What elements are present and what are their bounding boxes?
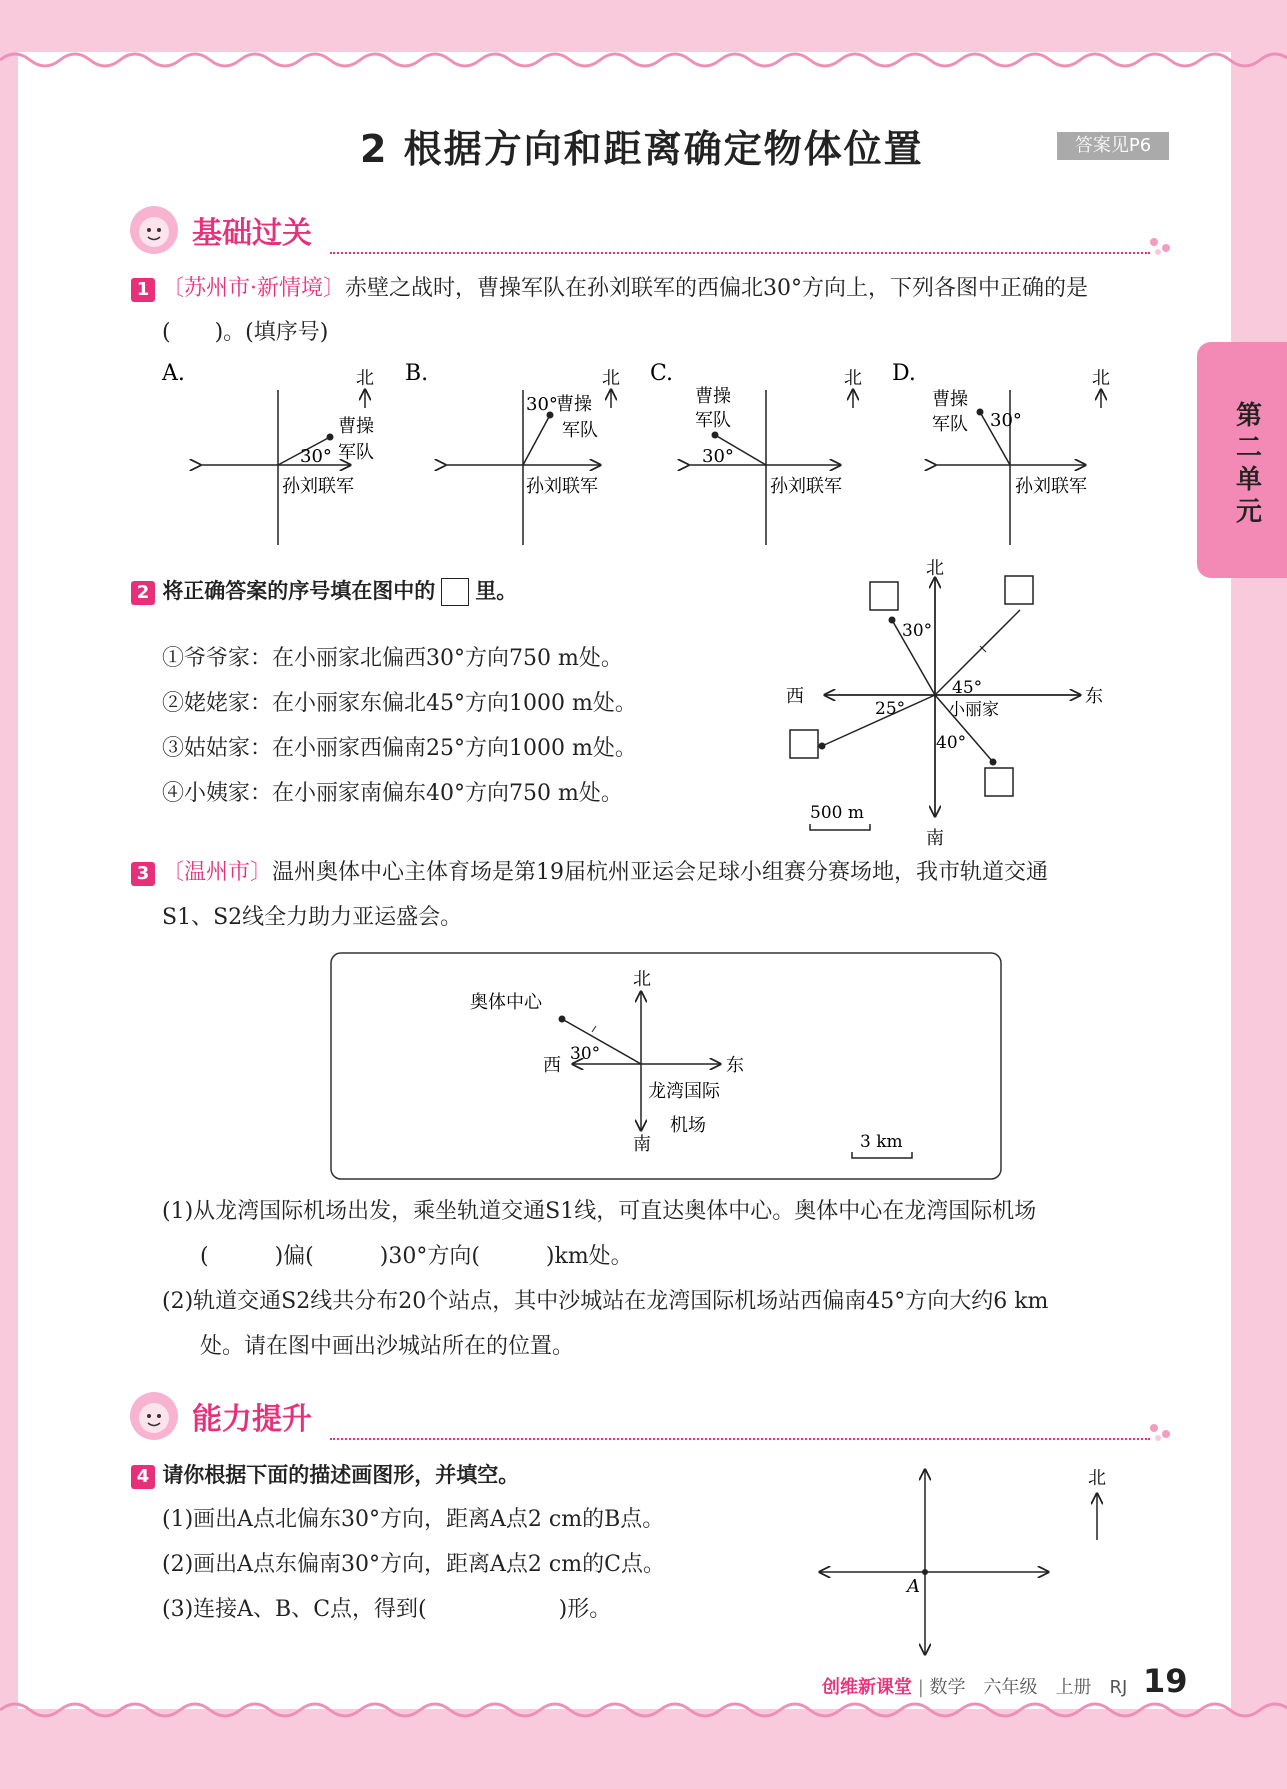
- q3-north: 北: [633, 969, 651, 990]
- q1-answer-blank[interactable]: ( )。(填序号): [162, 320, 329, 345]
- svg-text:30°: 30°: [902, 621, 933, 641]
- decor-dots-icon: [1148, 1422, 1178, 1442]
- q4-number: 4: [131, 1465, 155, 1489]
- q2-scale: 500 m: [810, 803, 864, 823]
- q4-item-2: (2)画出A点东偏南30°方向，距离A点2 cm的C点。: [162, 1552, 665, 1577]
- svg-text:曹操: 曹操: [338, 416, 374, 437]
- q3-text-2: S1、S2线全力助力亚运盛会。: [162, 905, 463, 930]
- q1-number: 1: [131, 278, 155, 302]
- q3-target-label: 奥体中心: [470, 992, 542, 1013]
- q2-center-label: 小丽家: [948, 700, 999, 720]
- q3-sub2-line2: 处。请在图中画出沙城站所在的位置。: [200, 1334, 575, 1359]
- section-basic-divider: [330, 252, 1150, 254]
- q3-east: 东: [726, 1055, 744, 1076]
- answer-box-icon: [441, 578, 469, 606]
- q3-text: 3 〔温州市〕温州奥体中心主体育场是第19届杭州亚运会足球小组赛分赛场地，我市轨道交通: [131, 858, 1048, 888]
- svg-text:曹操: 曹操: [695, 386, 731, 407]
- svg-text:孙刘联军: 孙刘联军: [1015, 476, 1087, 497]
- footer-text: 创维新课堂 | 数学 六年级 上册 RJ: [822, 1677, 1128, 1698]
- option-c-north: 北: [844, 368, 862, 389]
- option-a-north: 北: [356, 368, 374, 389]
- q4-north: 北: [1088, 1468, 1106, 1489]
- unit-tab-label: 第二单元: [1235, 401, 1262, 527]
- q2-item-1: ①爷爷家：在小丽家北偏西30°方向750 m处。: [162, 646, 623, 671]
- svg-text:30°: 30°: [570, 1044, 601, 1064]
- svg-text:曹操: 曹操: [932, 389, 968, 410]
- q2-box-nw: [870, 582, 898, 610]
- q4-item-3[interactable]: (3)连接A、B、C点，得到( )形。: [162, 1597, 612, 1622]
- q3-center-line1: 龙湾国际: [648, 1081, 720, 1102]
- svg-text:军队: 军队: [932, 414, 968, 435]
- q2-east: 东: [1085, 686, 1103, 707]
- q3-map: [330, 952, 1002, 1180]
- svg-text:30°: 30°: [702, 446, 734, 467]
- q3-sub1-answer-blanks[interactable]: ( )偏( )30°方向( )km处。: [200, 1244, 633, 1269]
- svg-text:30°: 30°: [526, 394, 558, 415]
- option-a-label: A.: [162, 361, 185, 386]
- svg-text:军队: 军队: [562, 420, 598, 441]
- q3-number: 3: [131, 862, 155, 886]
- q3-west: 西: [543, 1055, 561, 1076]
- svg-text:45°: 45°: [952, 678, 983, 698]
- q1-question: 赤壁之战时，曹操军队在孙刘联军的西偏北30°方向上，下列各图中正确的是: [345, 276, 1088, 301]
- monkey-mascot-icon: [128, 204, 180, 256]
- option-b-label: B.: [405, 361, 429, 386]
- svg-text:30°: 30°: [300, 446, 332, 467]
- section-advanced-title: 能力提升: [192, 1402, 312, 1437]
- footer-brand: 创维新课堂: [822, 1677, 912, 1698]
- q1-options-diagrams: [150, 360, 1180, 550]
- decor-dots-icon: [1148, 236, 1178, 256]
- option-c-label: C.: [650, 361, 674, 386]
- option-d-north: 北: [1092, 368, 1110, 389]
- q3-sub2-line1: (2)轨道交通S2线共分布20个站点，其中沙城站在龙湾国际机场站西偏南45°方向大约6 km: [162, 1289, 1049, 1314]
- q4-text: 4 请你根据下面的描述画图形，并填空。: [131, 1460, 519, 1490]
- svg-text:军队: 军队: [695, 410, 731, 431]
- q2-diagram: [780, 556, 1120, 848]
- monkey-mascot-icon: [128, 1390, 180, 1442]
- option-a-center: 孙刘联军: [282, 476, 354, 497]
- svg-text:曹操: 曹操: [556, 394, 592, 415]
- top-wavy-border: [0, 38, 1287, 78]
- q2-south: 南: [926, 828, 944, 848]
- svg-text:40°: 40°: [936, 733, 967, 753]
- q2-box-se: [985, 768, 1013, 796]
- svg-text:军队: 军队: [338, 442, 374, 463]
- q2-box-sw: [790, 730, 818, 758]
- q2-item-3: ③姑姑家：在小丽家西偏南25°方向1000 m处。: [162, 736, 637, 761]
- q4-item-1: (1)画出A点北偏东30°方向，距离A点2 cm的B点。: [162, 1507, 665, 1532]
- q3-scale: 3 km: [860, 1132, 903, 1152]
- svg-text:25°: 25°: [875, 699, 906, 719]
- answer-reference-badge: 答案见P6: [1057, 132, 1169, 160]
- option-d-label: D.: [892, 361, 916, 386]
- section-advanced-divider: [330, 1438, 1150, 1440]
- q3-south: 南: [633, 1134, 651, 1155]
- q3-sub1-line1: (1)从龙湾国际机场出发，乘坐轨道交通S1线，可直达奥体中心。奥体中心在龙湾国际机场: [162, 1199, 1037, 1224]
- q2-north: 北: [926, 558, 944, 579]
- svg-text:孙刘联军: 孙刘联军: [770, 476, 842, 497]
- q2-box-ne: [1005, 576, 1033, 604]
- q2-item-2: ②姥姥家：在小丽家东偏北45°方向1000 m处。: [162, 691, 637, 716]
- q4-drawing-area[interactable]: [810, 1462, 1110, 1658]
- q2-west: 西: [786, 686, 804, 707]
- q4-point-a: A: [907, 1576, 920, 1597]
- footer-info: 数学 六年级 上册 RJ: [929, 1677, 1128, 1698]
- q2-number: 2: [131, 581, 155, 605]
- q1-tag: 〔苏州市·新情境〕: [162, 276, 345, 301]
- svg-text:30°: 30°: [990, 410, 1022, 431]
- section-basic-title: 基础过关: [192, 216, 312, 251]
- svg-text:孙刘联军: 孙刘联军: [526, 476, 598, 497]
- q2-item-4: ④小姨家：在小丽家南偏东40°方向750 m处。: [162, 781, 623, 806]
- page-number: 19: [1143, 1662, 1188, 1700]
- q2-text: 2 将正确答案的序号填在图中的 里。: [131, 576, 517, 606]
- page-title: 2 根据方向和距离确定物体位置: [360, 127, 924, 171]
- q3-center-line2: 机场: [670, 1115, 706, 1136]
- option-b-north: 北: [602, 368, 620, 389]
- q1-text: [131, 274, 1088, 304]
